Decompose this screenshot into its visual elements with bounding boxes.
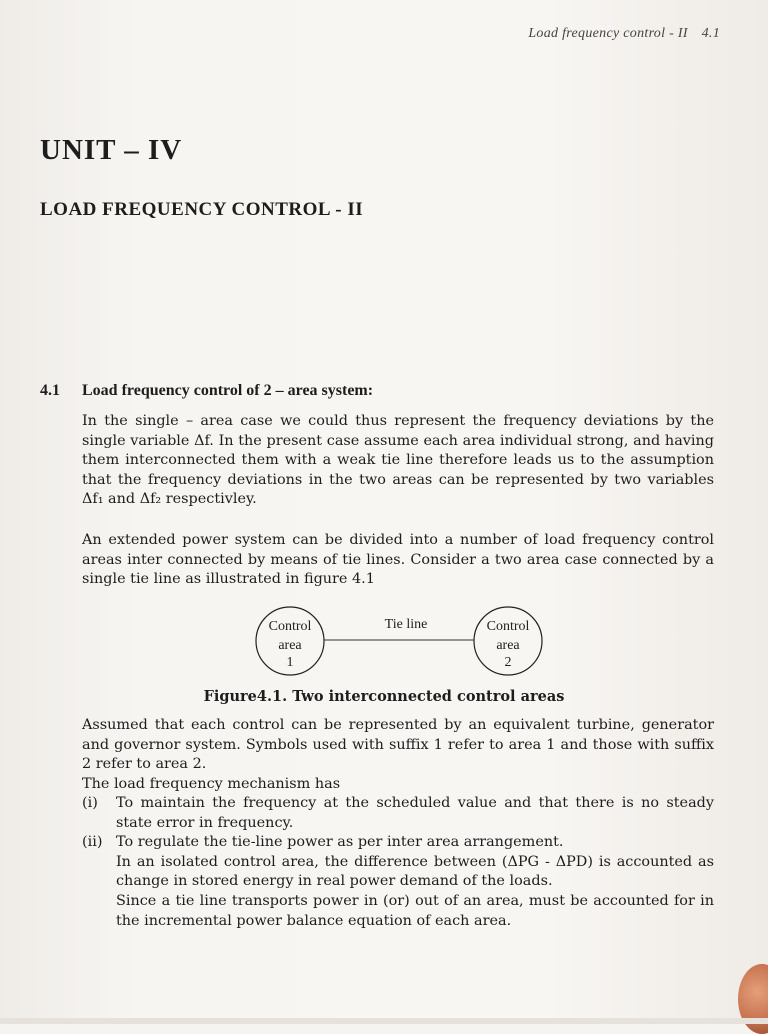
sub-paragraph: Since a tie line transports power in (or) out of an area, must be accounted for in the incremental power balance equation of each area.	[116, 892, 714, 929]
sub-paragraph: In an isolated control area, the difference between (ΔPG - ΔPD) is accounted as change in stored energy in real power demand of the loads.	[116, 853, 714, 890]
node1-label-line3: 1	[286, 655, 294, 670]
node2-label-line1: Control	[486, 619, 530, 634]
node2-label-line2: area	[496, 638, 520, 653]
objectives-list	[82, 794, 714, 931]
paragraph-text: The load frequency mechanism has	[82, 775, 341, 792]
unit-title: UNIT – IV	[40, 134, 183, 166]
list-item-text: To maintain the frequency at the scheduled value and that there is no steady state error in frequency.	[116, 795, 714, 831]
section-title: Load frequency control of 2 – area system:	[82, 382, 374, 399]
running-title: Load frequency control - II	[528, 26, 688, 41]
page-bottom-edge	[0, 1018, 768, 1024]
chapter-title: LOAD FREQUENCY CONTROL - II	[40, 199, 364, 220]
list-marker: (i)	[82, 795, 98, 811]
paragraph-text: Assumed that each control can be represented by an equivalent turbine, generator and governor system. Symbols used with suffix 1 refer to area 1 and those with suffix 2 refer to area 2.	[82, 717, 714, 773]
list-item	[82, 794, 714, 833]
paragraph-extended-system	[82, 531, 714, 590]
section-number: 4.1	[40, 382, 60, 399]
node2-label-line3: 2	[504, 655, 512, 670]
section-heading	[40, 382, 373, 400]
running-header	[528, 26, 720, 42]
node1-label-line1: Control	[268, 619, 312, 634]
list-item	[82, 833, 714, 931]
list-item-text: To regulate the tie-line power as per inter area arrangement.	[116, 834, 564, 851]
list-marker: (ii)	[82, 834, 103, 851]
two-area-diagram	[250, 604, 550, 678]
figure-caption: Figure4.1. Two interconnected control areas	[203, 688, 565, 705]
paragraph-assumption	[82, 716, 714, 794]
paragraph-text: In the single – area case we could thus represent the frequency deviations by the single variable Δf. In the present case assume each area individual strong, and having them interconnected them with a weak tie line therefore leads us to the assumption that the frequency deviations in the two areas can be represented by two variables Δf₁ and Δf₂ respectivley.	[82, 413, 714, 508]
paragraph-text: An extended power system can be divided into a number of load frequency control areas inter connected by means of tie lines. Consider a two area case connected by a single tie line as illustrated in figure 4.1	[82, 532, 714, 588]
node1-label-line2: area	[278, 638, 302, 653]
paragraph-single-area	[82, 412, 714, 510]
tie-line-label: Tie line	[384, 617, 428, 632]
page-number: 4.1	[701, 26, 720, 41]
